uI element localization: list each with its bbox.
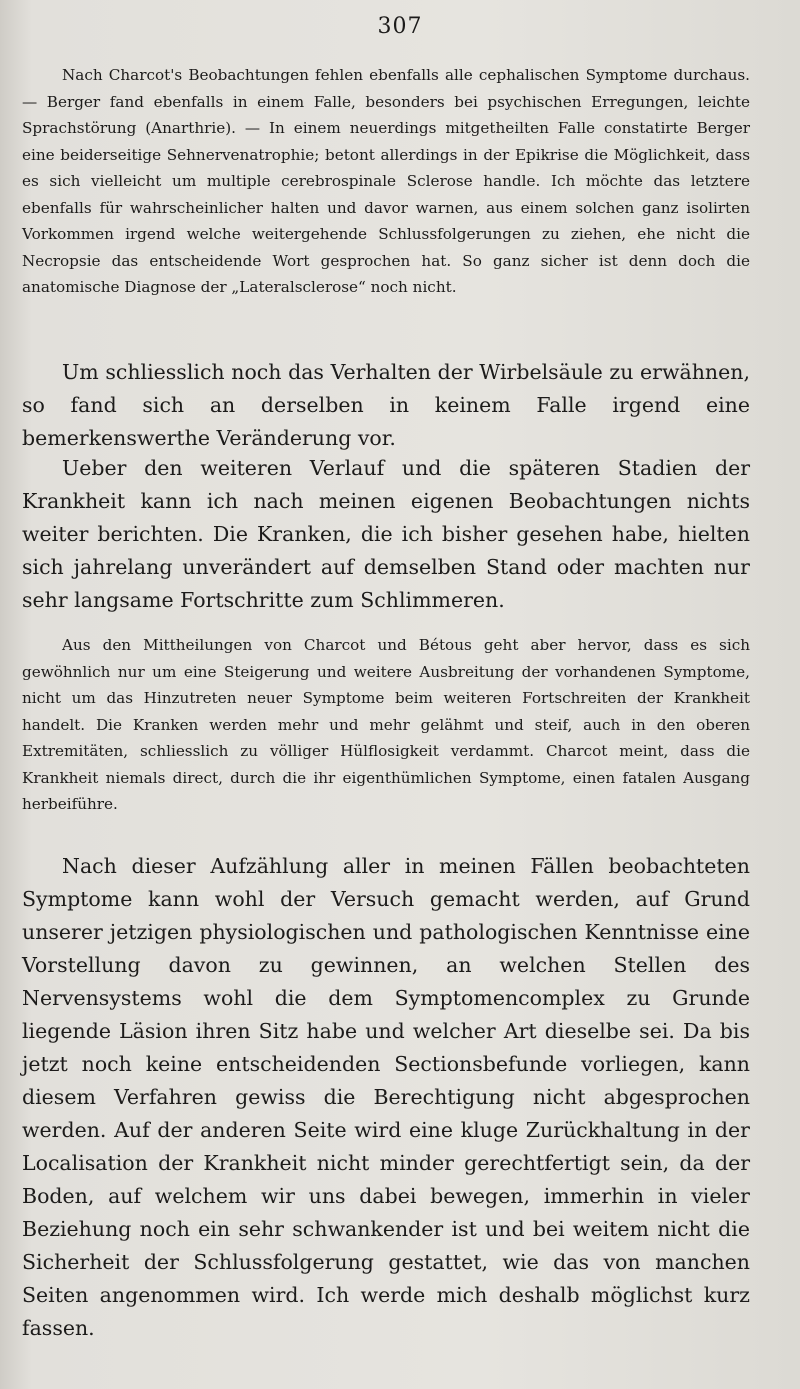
paragraph-verlauf	[22, 452, 750, 617]
paragraph-wirbelsaeule	[22, 356, 750, 455]
paragraph-localisation	[22, 850, 750, 1345]
paragraph-text: Ueber den weiteren Verlauf und die späteren Stadien der Krankheit kann ich nach meinen eigenen Beobachtungen nichts weiter berichten. Die Kranken, die ich bisher gesehen habe, hielten sich jahrelang unverändert auf demselben Stand oder machten nur sehr langsame Fortschritte zum Schlimmeren.	[22, 456, 750, 612]
page-number: 307	[377, 14, 423, 39]
bleed-through-footer	[200, 1348, 700, 1370]
paragraph-charcot-observations	[22, 62, 750, 301]
paragraph-text: Aus den Mittheilungen von Charcot und Bétous geht aber hervor, dass es sich gewöhnlich nur um eine Steigerung und weitere Ausbreitung der vorhandenen Symptome, nicht um das Hinzutreten neuer Symptome beim weiteren Fortschreiten der Krankheit handelt. Die Kranken werden mehr und mehr gelähmt und steif, auch in den oberen Extremitäten, schliesslich zu völliger Hülflosigkeit verdammt. Charcot meint, dass die Krankheit niemals direct, durch die ihr eigenthümlichen Symptome, einen fatalen Ausgang herbeiführe.	[22, 636, 750, 813]
paragraph-text: Nach Charcot's Beobachtungen fehlen ebenfalls alle cephalischen Symptome durchaus. — Berger fand ebenfalls in einem Falle, besonders bei psychischen Erregungen, leichte Sprachstörung (Anarthrie). — In einem neuerdings mitgetheilten Falle constatirte Berger eine beiderseitige Sehnervenatrophie; betont allerdings in der Epikrise die Möglichkeit, dass es sich vielleicht um multiple cerebrospinale Sclerose handle. Ich möchte das letztere ebenfalls für wahrscheinlicher halten und davor warnen, aus einem solchen ganz isolirten Vorkommen irgend welche weitergehende Schlussfolgerungen zu ziehen, ehe nicht die Necropsie das entscheidende Wort gesprochen hat. So ganz sicher ist denn doch die anatomische Diagnose der „Lateralsclerose“ noch nicht.	[22, 66, 750, 296]
paragraph-betous	[22, 632, 750, 818]
paragraph-text: Um schliesslich noch das Verhalten der Wirbelsäule zu erwähnen, so fand sich an derselben in keinem Falle irgend eine bemerkenswerthe Veränderung vor.	[22, 360, 750, 450]
paragraph-text: Nach dieser Aufzählung aller in meinen Fällen beobachteten Symptome kann wohl der Versuch gemacht werden, auf Grund unserer jetzigen physiologischen und pathologischen Kenntnisse eine Vorstellung davon zu gewinnen, an welchen Stellen des Nervensystems wohl die dem Symptomencomplex zu Grunde liegende Läsion ihren Sitz habe und welcher Art dieselbe sei. Da bis jetzt noch keine entscheidenden Sectionsbefunde vorliegen, kann diesem Verfahren gewiss die Berechtigung nicht abgesprochen werden. Auf der anderen Seite wird eine kluge Zurückhaltung in der Localisation der Krankheit nicht minder gerechtfertigt sein, da der Boden, auf welchem wir uns dabei bewegen, immerhin in vieler Beziehung noch ein sehr schwankender ist und bei weitem nicht die Sicherheit der Schlussfolgerung gestattet, wie das von manchen Seiten angenommen wird. Ich werde mich deshalb möglichst kurz fassen.	[22, 854, 750, 1340]
